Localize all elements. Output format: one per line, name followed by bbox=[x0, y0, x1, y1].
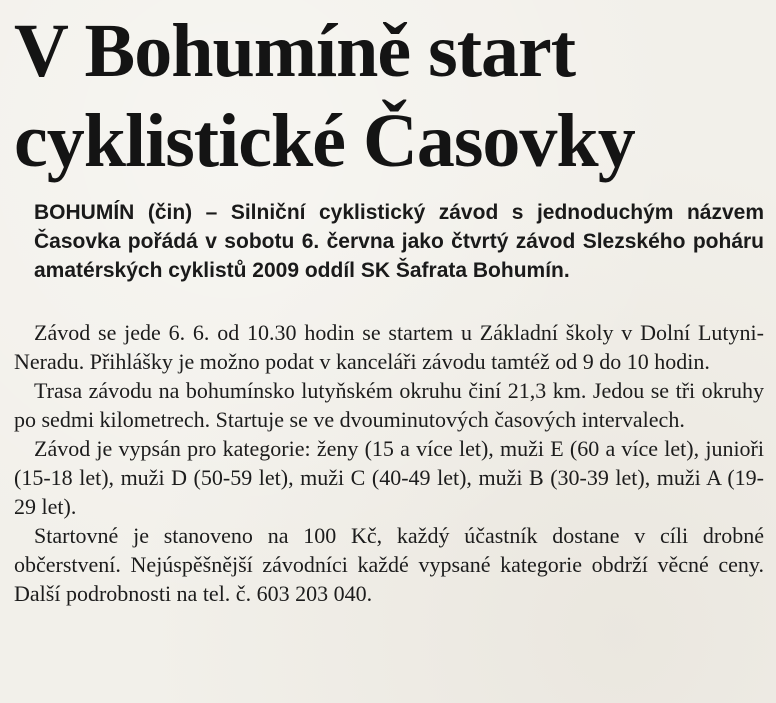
article-body bbox=[14, 318, 764, 608]
headline bbox=[14, 6, 764, 186]
body-paragraph: Trasa závodu na bohumínsko lutyňském okruhu činí 21,3 km. Jedou se tři okruhy po sedmi kilometrech. Startuje se ve dvouminutových časových intervalech. bbox=[14, 378, 764, 432]
body-paragraph: Závod je vypsán pro kategorie: ženy (15 a více let), muži E (60 a více let), junioři (15-18 let), muži D (50-59 let), muži C (40-49 let), muži B (30-39 let), muži A (19-29 let). bbox=[14, 436, 764, 519]
headline-line-2: cyklistické Časovky bbox=[14, 99, 635, 183]
body-paragraph: Závod se jede 6. 6. od 10.30 hodin se startem u Základní školy v Dolní Lutyni-Neradu. Přihlášky je možno podat v kanceláři závodu tamtéž od 9 do 10 hodin. bbox=[14, 320, 764, 374]
body-paragraph: Startovné je stanoveno na 100 Kč, každý účastník dostane v cíli drobné občerstvení. Nejúspěšnější závodníci každé vypsané kategorie obdrží věcné ceny. Další podrobnosti na tel. č. 603 203 040. bbox=[14, 523, 764, 606]
headline-line-1: V Bohumíně start bbox=[14, 9, 576, 93]
lead-paragraph: BOHUMÍN (čin) – Silniční cyklistický závod s jednoduchým názvem Časovka pořádá v sobotu 6. června jako čtvrtý závod Slezského poháru amatérských cyklistů 2009 oddíl SK Šafrata Bohumín. bbox=[34, 201, 764, 282]
